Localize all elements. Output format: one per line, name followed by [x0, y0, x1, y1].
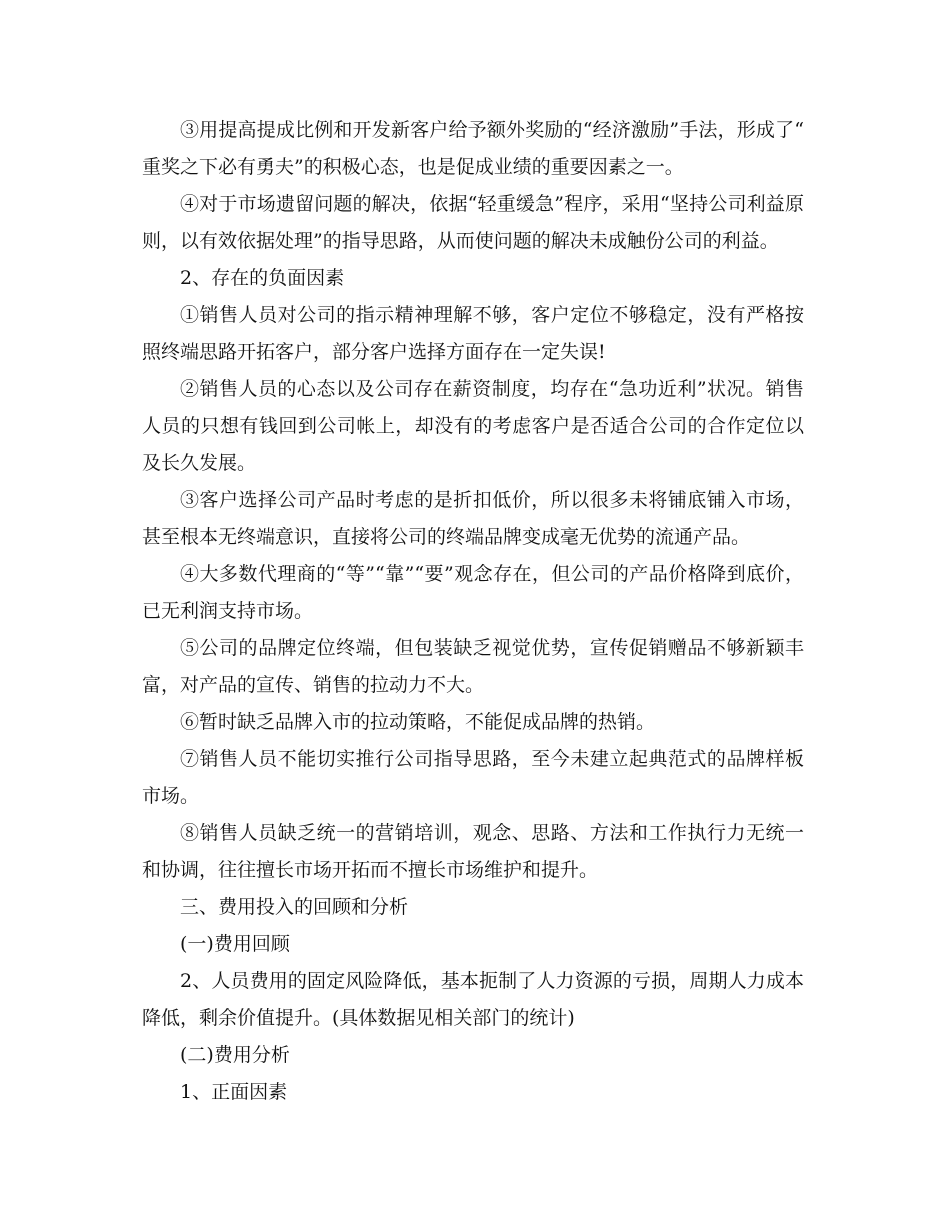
paragraph-negative-7: ⑦销售人员不能切实推行公司指导思路，至今未建立起典范式的品牌样板市场。 — [142, 748, 804, 807]
paragraph-negative-4: ④大多数代理商的“等”“靠”“要”观念存在，但公司的产品价格降到底价，已无利润支持市场。 — [142, 563, 804, 622]
heading-cost-review-analysis: 三、费用投入的回顾和分析 — [180, 896, 409, 918]
paragraph-incentive: ③用提高提成比例和开发新客户给予额外奖励的“经济激励”手法，形成了“重奖之下必有勇夫”的积极心态，也是促成业绩的重要因素之一。 — [142, 119, 804, 178]
paragraph-legacy-issues: ④对于市场遗留问题的解决，依据“轻重缓急”程序，采用“坚持公司利益原则，以有效依据处理”的指导思路，从而使问题的解决未成触份公司的利益。 — [142, 193, 804, 252]
paragraph-negative-6: ⑥暂时缺乏品牌入市的拉动策略，不能促成品牌的热销。 — [180, 711, 656, 733]
paragraph-negative-1: ①销售人员对公司的指示精神理解不够，客户定位不够稳定，没有严格按照终端思路开拓客户，部分客户选择方面存在一定失误! — [142, 304, 804, 363]
paragraph-personnel-cost: 2、人员费用的固定风险降低，基本扼制了人力资源的亏损，周期人力成本降低，剩余价值提升。(具体数据见相关部门的统计) — [142, 970, 804, 1029]
heading-positive-factors: 1、正面因素 — [180, 1081, 288, 1103]
document-body — [142, 112, 804, 1111]
paragraph-negative-3: ③客户选择公司产品时考虑的是折扣低价，所以很多未将铺底铺入市场，甚至根本无终端意识，直接将公司的终端品牌变成毫无优势的流通产品。 — [142, 489, 804, 548]
paragraph-negative-2: ②销售人员的心态以及公司存在薪资制度，均存在“急功近利”状况。销售人员的只想有钱回到公司帐上，却没有的考虑客户是否适合公司的合作定位以及长久发展。 — [142, 378, 804, 474]
heading-negative-factors: 2、存在的负面因素 — [180, 267, 345, 289]
paragraph-negative-8: ⑧销售人员缺乏统一的营销培训，观念、思路、方法和工作执行力无统一和协调，往往擅长市场开拓而不擅长市场维护和提升。 — [142, 822, 804, 881]
heading-cost-analysis: (二)费用分析 — [180, 1044, 290, 1066]
paragraph-negative-5: ⑤公司的品牌定位终端，但包装缺乏视觉优势，宣传促销赠品不够新颖丰富，对产品的宣传、销售的拉动力不大。 — [142, 637, 804, 696]
heading-cost-review: (一)费用回顾 — [180, 933, 290, 955]
